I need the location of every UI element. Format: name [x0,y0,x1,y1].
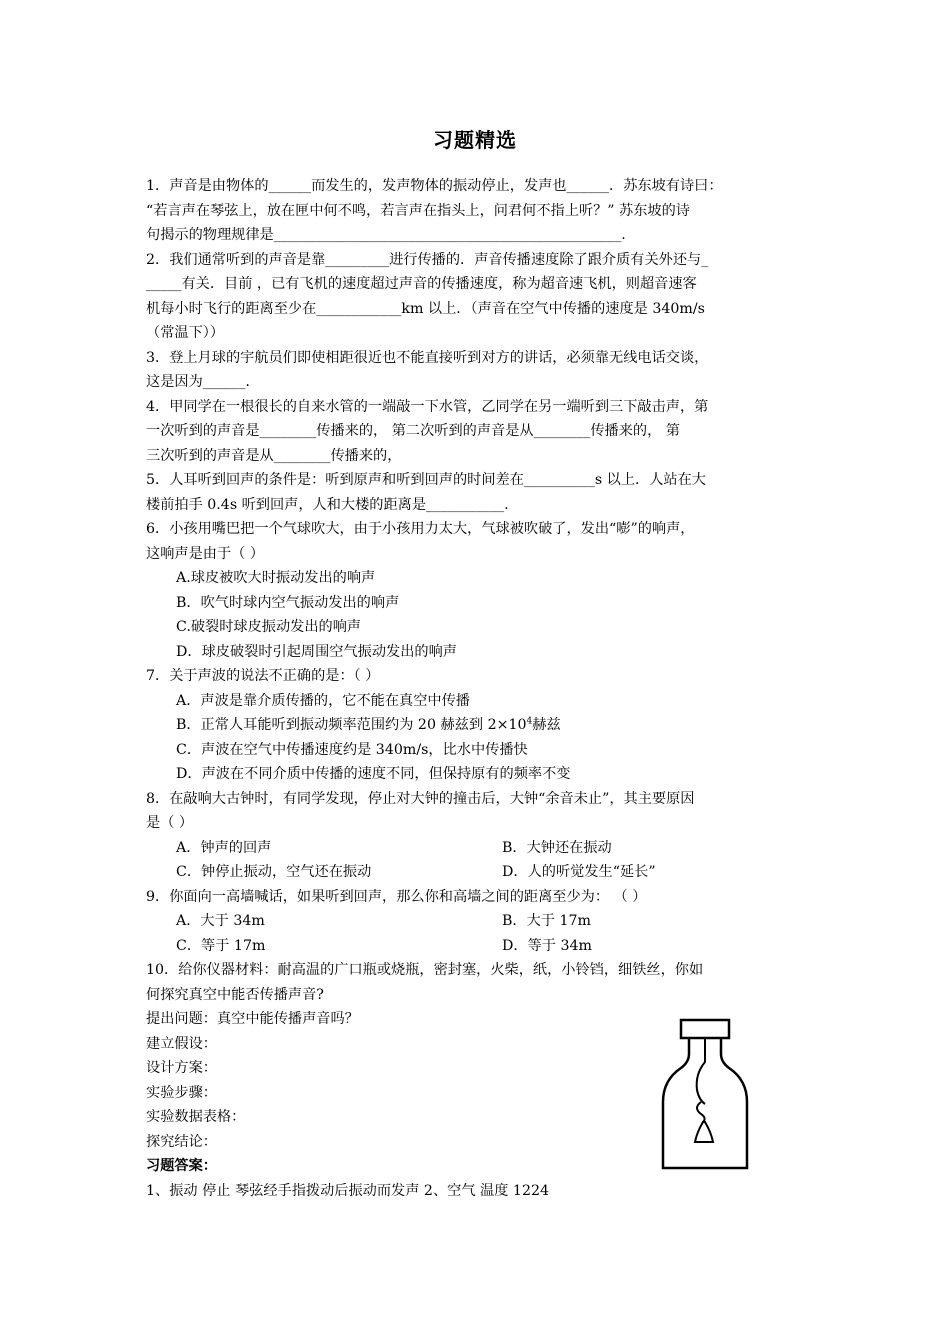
bell-icon [695,1122,713,1142]
q1-line-2: “若言声在琴弦上，放在匣中何不鸣，若言声在指头上，问君何不指上听？” 苏东坡的诗 [146,202,690,219]
q7-option-d: D．声波在不同介质中传播的速度不同，但保持原有的频率不变 [176,766,571,782]
q6-line-1: 6．小孩用嘴巴把一个气球吹大，由于小孩用力太大，气球被吹破了，发出“嘭”的响声， [146,521,695,537]
q9-option-b: B．大于 17m [502,913,592,929]
q10-design: 设计方案： [146,1060,217,1076]
q8-option-a: A．钟声的回声 [176,839,272,856]
q10-conclusion: 探究结论： [146,1133,217,1150]
q2-line-4: （常温下）） [146,325,225,341]
q9-options-row-1 [146,909,810,934]
q8-option-d: D．人的听觉发生“延长” [502,864,656,880]
q7-line-1: 7．关于声波的说法不正确的是：（ ） [146,668,380,684]
q2-line-1: 2．我们通常听到的声音是靠_________进行传播的．声音传播速度除了跟介质有关外还与_ [146,251,709,268]
q6-option-c: C.破裂时球皮振动发出的响声 [176,619,362,635]
q4-line-2: 一次听到的声音是________传播来的， 第二次听到的声音是从________传播来的， 第 [146,423,680,439]
q9-line-1: 9．你面向一高墙喊话，如果听到回声，那么你和高墙之间的距离至少为： （ ） [146,888,647,905]
q9-options-row-2 [146,934,810,959]
q2-line-2: _____有关．目前 ，已有飞机的速度超过声音的传播速度，称为超音速飞机，则超音速客 [146,276,697,292]
q7-option-b-text: B．正常人耳能听到振动频率范围约为 20 赫兹到 2×10 [176,717,527,733]
q7-option-b [146,713,810,738]
q6-option-d: D．球皮破裂时引起周围空气振动发出的响声 [176,643,457,660]
answers-heading: 习题答案： [146,1158,217,1174]
q8-options-row-2 [146,860,810,885]
q1-line-1: 1．声音是由物体的______而发生的，发声物体的振动停止，发声也______．苏东坡有诗曰： [146,178,723,194]
q10-question: 提出问题：真空中能传播声音吗？ [146,1011,359,1027]
q6-option-b: B．吹气时球内空气振动发出的响声 [176,594,400,611]
bell-in-jar-figure [655,1018,755,1176]
q8-option-b: B．大钟还在振动 [502,839,612,856]
wire-coil [697,1102,705,1122]
q3-line-1: 3．登上月球的宇航员们即使相距很近也不能直接听到对方的讲话，必须靠无线电话交谈， [146,349,709,366]
q7-option-c: C．声波在空气中传播速度约是 340m/s，比水中传播快 [176,741,528,758]
q9-option-c: C．等于 17m [176,937,266,954]
q4-line-1: 4．甲同学在一根很长的自来水管的一端敲一下水管，乙同学在另一端听到三下敲击声，第 [146,398,709,415]
q6-option-a: A.球皮被吹大时振动发出的响声 [176,570,376,586]
q10-hypothesis: 建立假设： [146,1035,217,1052]
q9-option-a: A．大于 34m [176,913,265,929]
q8-line-2: 是（ ） [146,815,194,831]
q8-option-c: C．钟停止振动，空气还在振动 [176,864,372,880]
q8-line-1: 8．在敲响大古钟时，有同学发现，停止对大钟的撞击后，大钟“余音未止”，其主要原因 [146,790,695,807]
q4-line-3: 三次听到的声音是从________传播来的， [146,447,402,464]
suspension-wire [697,1038,705,1104]
q5-line-1: 5．人耳听到回声的条件是：听到原声和听到回声的时间差在__________s 以上．人站在大 [146,472,706,488]
q7-option-b-exponent: 4 [526,716,533,727]
q3-line-2: 这是因为______. [146,374,250,390]
q7-option-b-unit: 赫兹 [532,717,561,733]
q8-options-row-1 [146,836,810,861]
q6-line-2: 这响声是由于（ ） [146,545,265,562]
q10-steps: 实验步骤： [146,1084,217,1101]
page-title: 习题精选 [433,128,517,152]
jar-stopper [681,1020,729,1038]
answers-line: 1、振动 停止 琴弦经手指拨动后振动而发声 2、空气 温度 1224 [146,1182,550,1199]
q10-line-2: 何探究真空中能否传播声音? [146,986,324,1003]
q7-option-a: A．声波是靠介质传播的，它不能在真空中传播 [176,692,470,709]
q5-line-2: 楼前拍手 0.4s 听到回声，人和大楼的距离是___________. [146,496,509,513]
q2-line-3: 机每小时飞行的距离至少在____________km 以上．（声音在空气中传播的速度是 340m/s [146,300,705,317]
q1-line-3: 句揭示的物理规律是_________________________________________________. [146,227,626,243]
q9-option-d: D．等于 34m [502,937,592,954]
q10-data-table: 实验数据表格： [146,1109,246,1125]
q10-line-1: 10．给你仪器材料：耐高温的广口瓶或烧瓶，密封塞，火柴，纸，小铃铛，细铁丝，你如 [146,962,704,978]
